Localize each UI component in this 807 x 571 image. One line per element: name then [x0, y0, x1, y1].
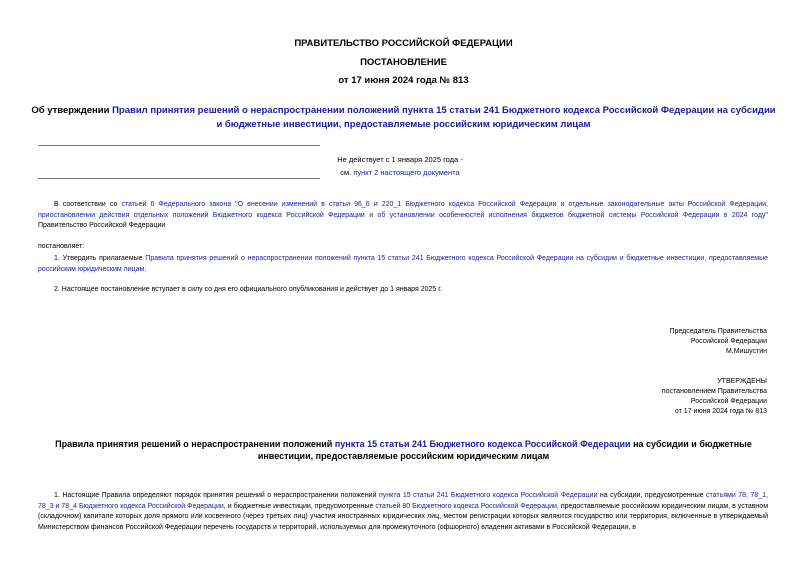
status-note	[330, 153, 470, 179]
decides-text: постановляет:	[38, 243, 85, 250]
signature-name: М.Мишустин	[725, 348, 767, 355]
approved-date: от 17 июня 2024 года № 813	[674, 408, 767, 415]
preamble-text: В соответствии со	[54, 201, 122, 208]
approved-block	[662, 377, 767, 417]
document-title	[30, 104, 777, 132]
title-prefix: Об утверждении	[31, 105, 113, 116]
rules-p1-text: на субсидии, предусмотренные	[597, 492, 707, 499]
rules-p1-text: , предоставляемые российским юридическим лицам, в уставном (складочном) капитале которых доля прямого или косвенного (через третьих лиц) участия иностранных юридических лиц, местом регистрации которых являются государство или территория, включенные в утверждаемый Министерством финансов Российской Федерации перечень государств и территорий, используемых для промежуточного (офшорного) владения активами в Российской Федерации, в	[38, 502, 769, 531]
status-note-link[interactable]: пункт 2 настоящего документа	[353, 168, 460, 177]
rules-p1-text: , и бюджетные инвестиции, предусмотренные	[223, 502, 376, 510]
item-1-text: 1. Утвердить прилагаемые	[54, 255, 146, 262]
approved-line: постановлением Правительства	[661, 388, 767, 395]
rules-title-end: на субсидии и бюджетные инвестиции, предоставляемые российским юридическим лицам	[257, 439, 752, 461]
rules-p1-text: 1. Настоящие Правила определяют порядок принятия решений о нераспространении положений	[54, 492, 380, 499]
item-2	[38, 285, 768, 296]
rules-title	[40, 438, 767, 462]
signature-country: Российской Федерации	[690, 338, 767, 345]
divider-top	[38, 145, 320, 146]
document-date: от 17 июня 2024 года № 813	[338, 75, 469, 86]
title-link[interactable]: Правил принятия решений о нераспространении положений пункта 15 статьи 241 Бюджетного кодекса Российской Федерации на субсидии и бюджетные инвестиции, предоставляемые российским юридическим лицам	[112, 105, 776, 130]
rules-title-link[interactable]: пункта 15 статьи 241 Бюджетного кодекса Российской Федерации	[334, 439, 631, 449]
rules-p1-link-2[interactable]: статьями 78, 78_1, 78_3 и 78_4 Бюджетного кодекса Российской Федерации	[38, 492, 769, 510]
signature-block	[670, 327, 767, 357]
divider-bottom	[38, 178, 320, 179]
preamble	[38, 200, 768, 232]
item-1-end: .	[144, 265, 147, 273]
preamble-text-end: Правительство Российской Федерации	[38, 222, 166, 229]
rules-paragraph-1	[38, 491, 768, 533]
status-note-prefix: см.	[340, 168, 354, 177]
preamble-law-link[interactable]: статьей 6 Федерального закона "О внесении изменений в статьи 96_6 и 220_1 Бюджетного кодекса Российской Федерации и отдельные законодательные акты Российской Федерации, приостановлении действия отдельных положений Бюджетного кодекса Российской Федерации и об установлении особенностей исполнения бюджетов бюджетной системы Российской Федерации в 2024 году"	[38, 201, 768, 219]
rules-p1-link-3[interactable]: статьей 80 Бюджетного кодекса Российской Федерации	[375, 502, 557, 510]
approved-heading: УТВЕРЖДЕНЫ	[717, 378, 767, 385]
item-1	[38, 254, 768, 275]
government-heading: ПРАВИТЕЛЬСТВО РОССИЙСКОЙ ФЕДЕРАЦИИ	[294, 38, 513, 49]
approved-line: Российской Федерации	[690, 398, 767, 405]
rules-p1-link-1[interactable]: пункта 15 статьи 241 Бюджетного кодекса Российской Федерации	[379, 492, 598, 499]
status-note-line: Не действует с 1 января 2025 года -	[337, 155, 463, 164]
document-type: ПОСТАНОВЛЕНИЕ	[360, 57, 447, 68]
rules-title-text: Правила принятия решений о нераспространении положений	[55, 439, 335, 449]
item-2-text: 2. Настоящее постановление вступает в силу со дня его официального опубликования и действует до 1 января 2025 г.	[54, 286, 442, 293]
item-1-rules-link[interactable]: Правила принятия решений о нераспространении положений пункта 15 статьи 241 Бюджетного кодекса Российской Федерации на субсидии и бюджетные инвестиции, предоставляемые российским юридическим лицам	[38, 255, 769, 273]
signature-position: Председатель Правительства	[669, 328, 767, 335]
